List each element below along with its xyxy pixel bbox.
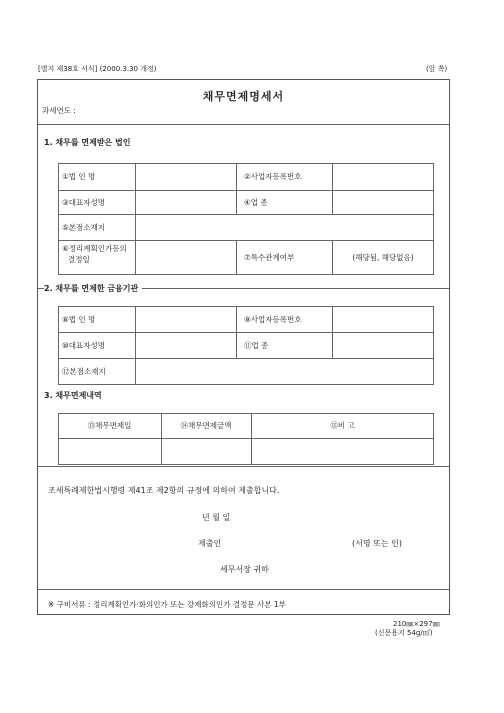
lender-biz-reg-no-label: ⑨사업자등록번호 <box>244 314 302 324</box>
waiver-amount-label: ⑭채무면제금액 <box>180 421 232 430</box>
col-divider <box>135 163 136 275</box>
form-reference: [별지 제38호 서식] (2000.3.30 개정) <box>38 65 157 73</box>
business-type-label: ④업 종 <box>244 197 268 207</box>
rehab-decision-label: ⑥정리계획인가등의 결정일 <box>62 244 127 264</box>
section3-heading: 3. 채무면제내역 <box>44 391 102 400</box>
lender-corp-name-label: ⑧법 인 명 <box>62 314 96 324</box>
addressee: 세무서장 귀하 <box>220 565 269 574</box>
waiver-date-label: ⑬채무면제일 <box>87 421 132 430</box>
page-title: 채무면제명세서 <box>202 90 285 103</box>
head-office-label: ⑤본점소재지 <box>62 222 105 232</box>
col-divider <box>236 306 237 358</box>
lender-head-office-label: ⑫본점소재지 <box>62 367 106 376</box>
col-divider <box>332 306 333 358</box>
section1-heading: 1. 채무를 면제받은 법인 <box>44 138 131 147</box>
statement-text: 조세특례제한법시행령 제41조 제2항의 규정에 의하여 제출합니다. <box>48 486 280 495</box>
page-side-label: (앞 쪽) <box>426 65 448 73</box>
row-divider <box>58 214 434 215</box>
remarks-label: ⑮비 고 <box>330 421 355 430</box>
biz-reg-no-label: ②사업자등록번호 <box>244 172 302 181</box>
col-divider <box>236 240 237 275</box>
row-divider <box>58 358 434 359</box>
special-relation-options: (해당됨, 해당없음) <box>352 253 414 262</box>
divider <box>38 466 449 467</box>
section2-heading: 2. 채무를 면제한 금융기관 <box>44 283 142 294</box>
col-divider <box>135 306 136 385</box>
lender-representative-label: ⑩대표자성명 <box>62 340 105 350</box>
special-relation-label: ⑦특수관계여부 <box>244 253 295 262</box>
divider <box>38 124 449 125</box>
divider <box>38 589 449 590</box>
col-divider <box>332 163 333 214</box>
submitter-label: 제출인 <box>198 539 222 548</box>
form-table <box>37 79 450 615</box>
row-divider <box>58 438 434 439</box>
lender-business-type-label: ⑪업 종 <box>244 340 269 350</box>
attachment-note: ※ 구비서류 : 정리계획인가·화의인가 또는 강제화의인가 결정문 사본 1부 <box>48 600 286 609</box>
paper-size: 210㎜×297㎜ <box>393 620 440 628</box>
tax-year-label: 과세연도 : <box>42 106 76 115</box>
col-divider <box>236 163 237 214</box>
corp-name-label: ①법 인 명 <box>62 172 96 181</box>
representative-label: ③대표자성명 <box>62 197 105 207</box>
signature-label: (서명 또는 인) <box>352 539 402 548</box>
date-line: 년 월 일 <box>202 513 231 522</box>
paper-type: (신문용지 54g/㎡) <box>375 629 433 637</box>
